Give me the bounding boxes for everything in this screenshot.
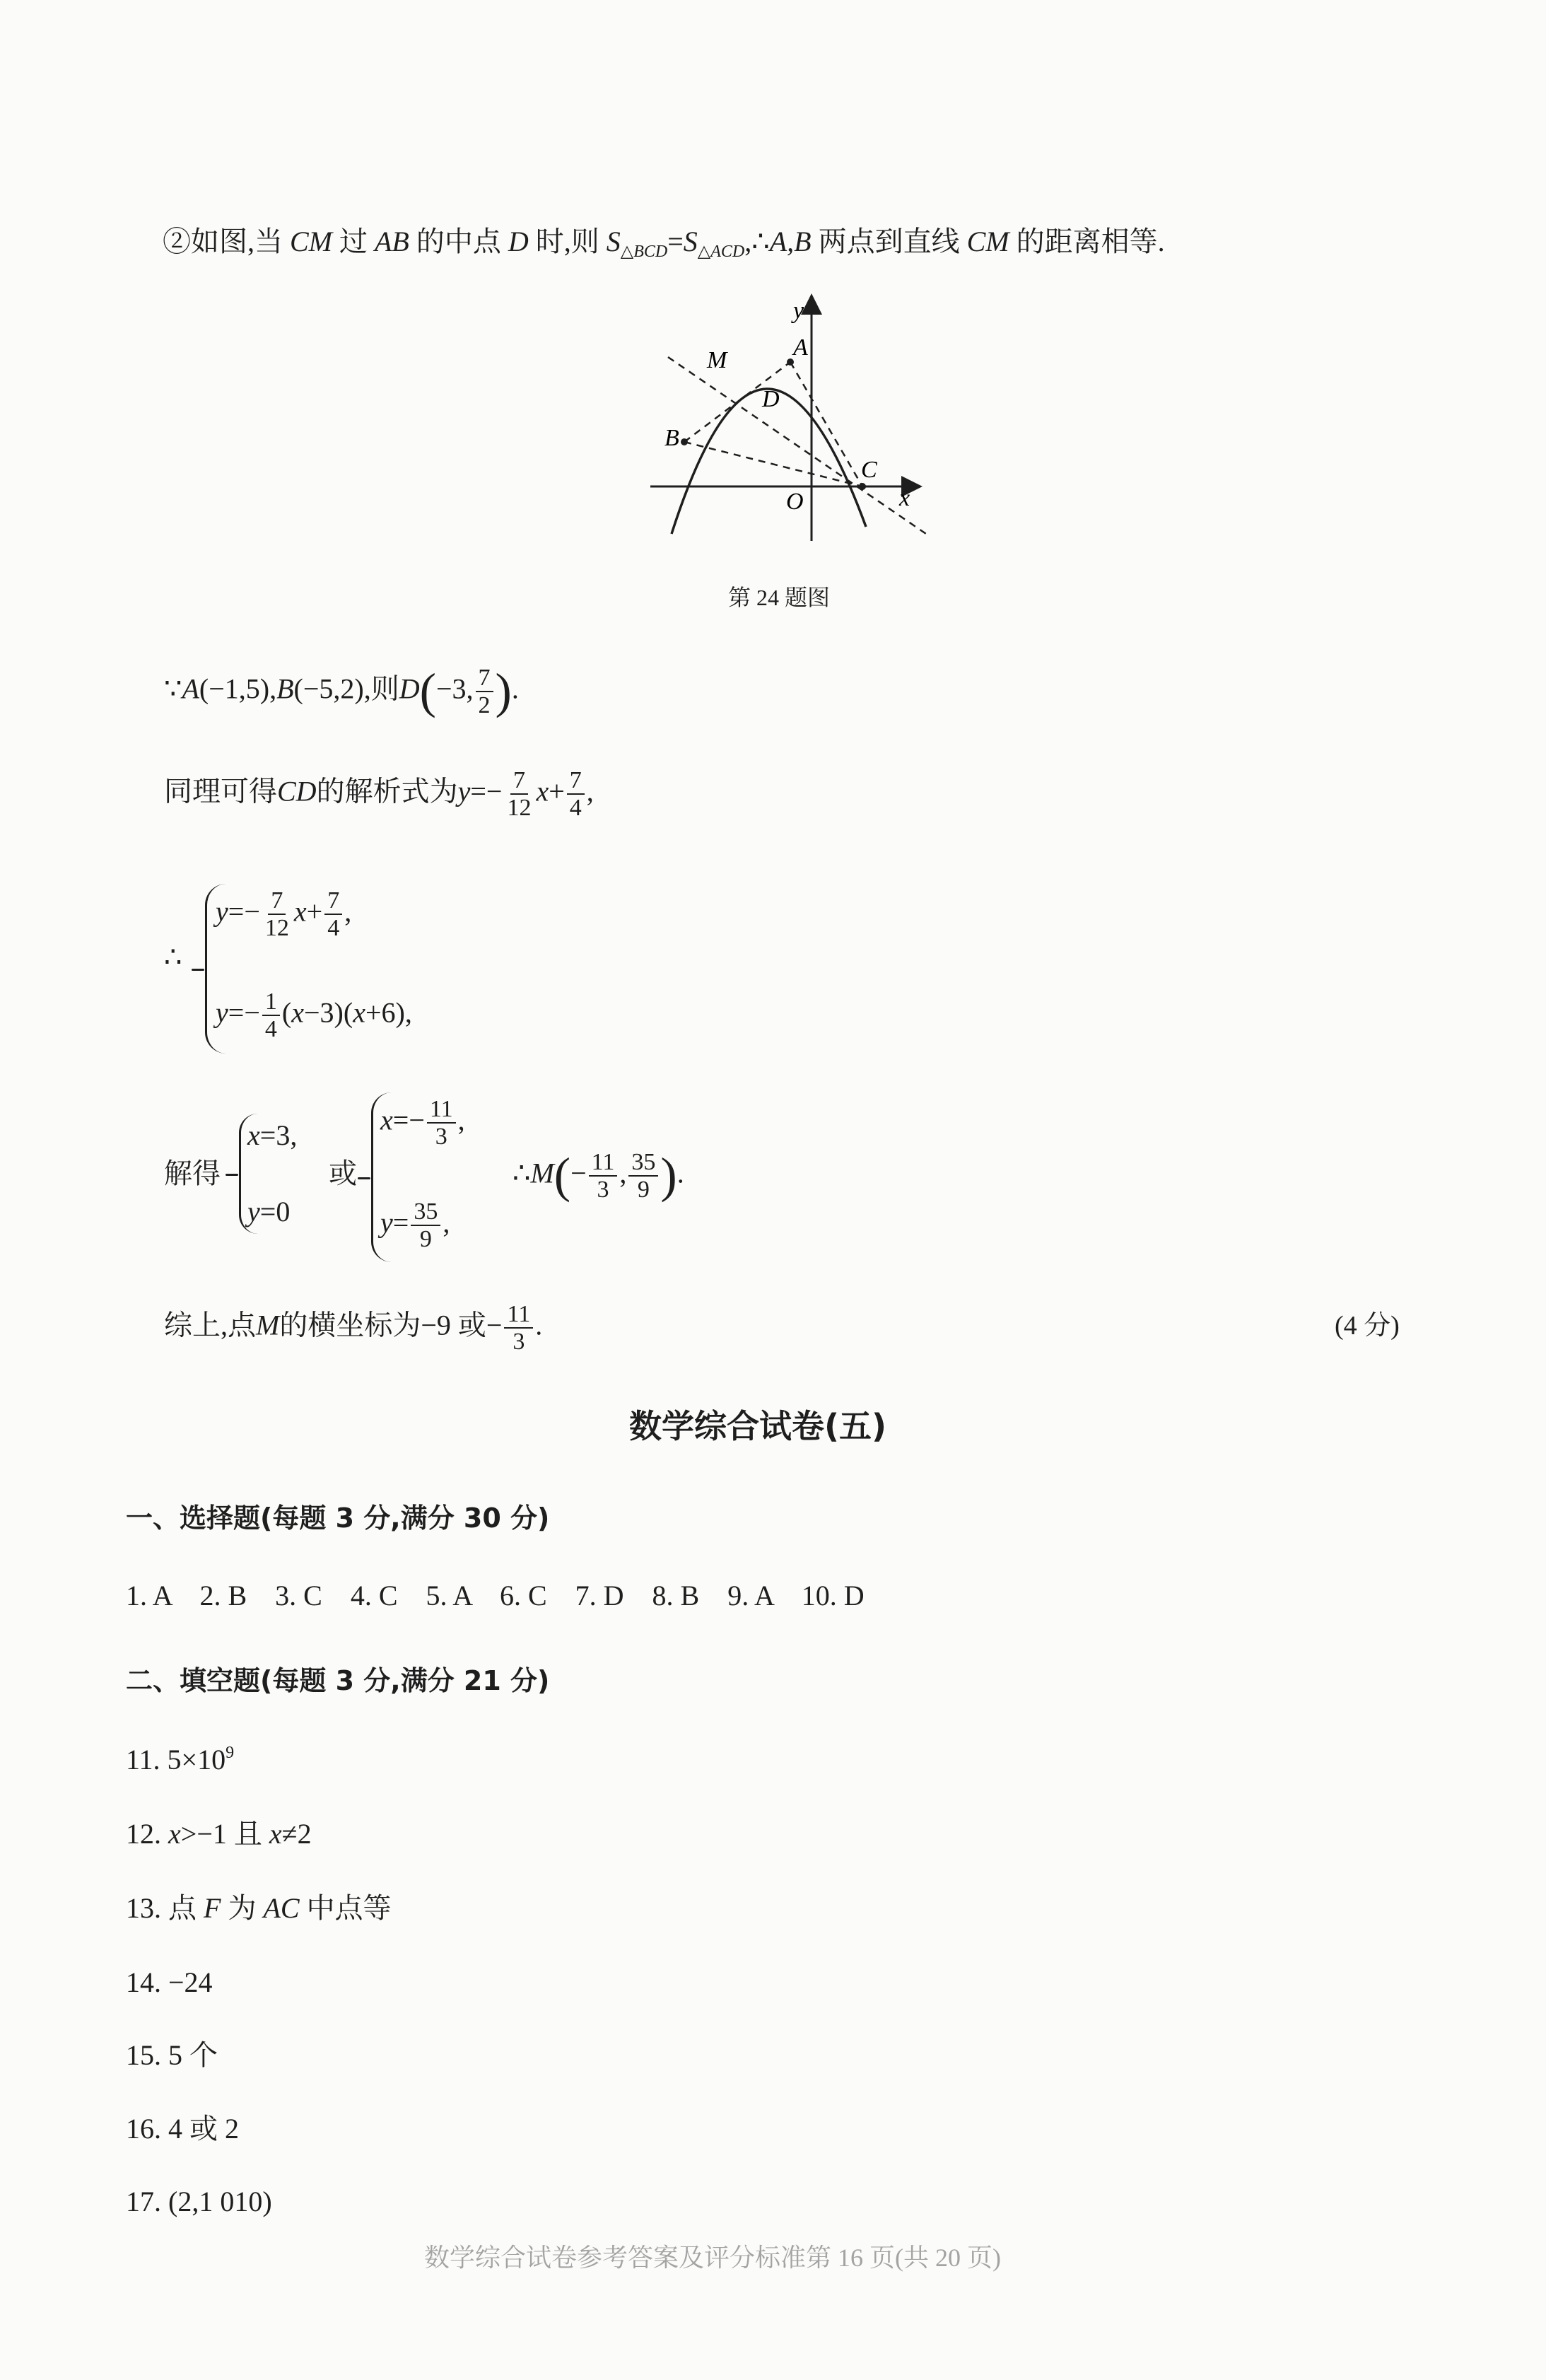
label-a: A	[793, 334, 808, 361]
m-label: M	[530, 1157, 554, 1189]
frac-num: 11	[427, 1096, 456, 1124]
cd-y: y	[457, 775, 471, 807]
therefore-symbol-2: ∴	[513, 1157, 531, 1189]
line-ac	[790, 362, 862, 486]
answer-11-exp: 9	[226, 1744, 235, 1762]
s1r2-x2: x	[353, 996, 365, 1029]
point-b-coords: (−5,2),则	[293, 672, 399, 705]
frac-den: 2	[478, 692, 491, 719]
s1-x: x	[247, 1119, 260, 1151]
frac-den: 3	[513, 1329, 525, 1355]
answer-13-end: 中点等	[299, 1892, 392, 1924]
answer-11-base: 11. 5×10	[126, 1744, 226, 1775]
frac-num: 1	[262, 988, 280, 1016]
section-title: 数学综合试卷(五)	[629, 1407, 887, 1445]
answer-15: 15. 5 个	[126, 2039, 218, 2071]
period: .	[511, 672, 519, 705]
summary-line	[164, 1301, 542, 1355]
neg-sign: −	[570, 1157, 587, 1189]
s1r1-plus: +	[306, 895, 323, 928]
intro-text-1: 如图,当	[191, 226, 283, 257]
therefore-symbol-1: ∴	[164, 941, 182, 973]
s1-y: y	[247, 1196, 260, 1227]
frac-num: 7	[510, 767, 528, 795]
frac-1-4	[262, 988, 280, 1043]
cd-plus: +	[549, 775, 565, 807]
frac-den: 9	[637, 1177, 650, 1203]
intro-text-4: 时,则	[535, 226, 599, 257]
s2-y: y	[380, 1206, 393, 1239]
point-d-label: D	[399, 672, 420, 705]
frac-den: 4	[569, 795, 582, 822]
intro-ab2: A,B	[769, 226, 812, 257]
frac-den: 4	[264, 1016, 277, 1043]
s2-x-comma: ,	[457, 1104, 465, 1136]
point-b	[681, 438, 688, 445]
point-b-label: B	[276, 672, 294, 705]
s1r2-y: y	[216, 996, 228, 1029]
paren-right: )	[660, 1148, 677, 1203]
sub-bcd: △BCD	[620, 243, 668, 261]
frac-num: 7	[268, 887, 286, 915]
intro-text-7: 的距离相等.	[1016, 226, 1165, 257]
frac-7-12	[504, 767, 534, 822]
cd-eq: =−	[470, 775, 503, 807]
system1-row2	[216, 988, 412, 1043]
period: .	[535, 1309, 543, 1341]
answer-13-mid: 为	[221, 1892, 264, 1924]
s-acd: S	[683, 226, 698, 257]
intro-text-6: 两点到直线	[818, 226, 960, 257]
intro-cm: CM	[290, 226, 332, 257]
frac-11-3	[427, 1096, 456, 1150]
part1-answers: 1. A 2. B 3. C 4. C 5. A 6. C 7. D 8. B 9. A 10. D	[126, 1580, 865, 1611]
score: (4 分)	[1335, 1311, 1400, 1341]
paren-left: (	[419, 664, 436, 719]
frac-den: 12	[507, 795, 532, 822]
cd-label: CD	[277, 775, 317, 807]
solve-label: 解得	[164, 1157, 221, 1189]
answer-14: 14. −24	[126, 1966, 213, 1998]
label-m: M	[707, 347, 727, 373]
figure-caption: 第 24 题图	[728, 585, 831, 610]
s1-y-val: =0	[259, 1196, 291, 1227]
cd-text-2: 的解析式为	[316, 775, 458, 807]
answer-12-end: ≠2	[281, 1818, 312, 1850]
s1-x-val: =3,	[259, 1119, 298, 1151]
frac-den: 4	[327, 915, 340, 942]
answer-17: 17. (2,1 010)	[126, 2186, 272, 2217]
point-a-coords: (−1,5),	[199, 672, 277, 705]
s2-x: x	[380, 1104, 393, 1136]
sub-acd: △ACD	[697, 243, 745, 261]
s2-y-eq: =	[392, 1206, 409, 1239]
answer-13-pre: 13. 点	[126, 1892, 204, 1924]
intro-cm2: CM	[966, 226, 1009, 257]
answer-12-pre: 12.	[126, 1818, 168, 1850]
footer: 数学综合试卷参考答案及评分标准第 16 页(共 20 页)	[424, 2244, 1001, 2272]
frac-35-9	[628, 1149, 658, 1203]
frac-num: 11	[504, 1301, 533, 1329]
intro-eq: =	[667, 226, 684, 257]
label-c: C	[861, 457, 877, 483]
s1r2-end: +6),	[365, 996, 412, 1029]
solve-s2-row2	[380, 1198, 450, 1253]
frac-num: 35	[411, 1198, 440, 1226]
part2-heading: 二、填空题(每题 3 分,满分 21 分)	[126, 1665, 550, 1696]
frac-den: 12	[264, 915, 289, 942]
answer-16: 16. 4 或 2	[126, 2113, 239, 2145]
solve-s2-row1	[380, 1096, 465, 1150]
s1r1-y: y	[216, 895, 228, 928]
frac-den: 9	[419, 1226, 432, 1253]
frac-num: 7	[567, 767, 585, 795]
answer-13-ac: AC	[263, 1892, 300, 1924]
label-y: y	[793, 298, 804, 324]
solve-result	[513, 1149, 684, 1203]
intro-text-2: 过	[339, 226, 368, 257]
comma: ,	[619, 1157, 627, 1189]
summary-m: M	[256, 1309, 280, 1341]
intro-line	[163, 225, 1165, 262]
period: .	[677, 1157, 684, 1189]
cd-line	[164, 767, 594, 822]
frac-num: 11	[589, 1149, 618, 1177]
s1r2-x1: x	[291, 996, 304, 1029]
part1-heading: 一、选择题(每题 3 分,满分 30 分)	[126, 1503, 550, 1534]
s2-x-eq: =−	[392, 1104, 425, 1136]
s1r2-mid: −3)(	[303, 996, 353, 1029]
intro-ab: AB	[375, 226, 409, 257]
because-symbol: ∵	[164, 672, 182, 705]
label-d: D	[762, 386, 780, 412]
cd-text-1: 同理可得	[164, 775, 277, 807]
intro-text-5: ,∴	[744, 226, 770, 257]
label-o: O	[786, 489, 804, 515]
point-a-label: A	[182, 672, 199, 705]
circle-two: ②	[163, 226, 191, 257]
frac-num: 7	[476, 665, 493, 692]
cd-x: x	[536, 775, 549, 807]
s2-y-comma: ,	[443, 1206, 450, 1239]
frac-7-2	[476, 665, 493, 719]
frac-7-4	[324, 887, 342, 942]
s-bcd: S	[606, 226, 621, 257]
paren-right: )	[495, 664, 512, 719]
frac-11-3	[504, 1301, 533, 1355]
frac-den: 3	[597, 1177, 609, 1203]
paren-left: (	[554, 1148, 571, 1203]
frac-7-12	[262, 887, 292, 942]
frac-num: 7	[324, 887, 342, 915]
frac-11-3	[589, 1149, 618, 1203]
answer-13	[126, 1891, 392, 1925]
answer-12	[126, 1817, 312, 1851]
answer-12-mid: >−1 且	[180, 1818, 269, 1850]
frac-7-4	[567, 767, 585, 822]
summary-text-1: 综上,点	[164, 1309, 256, 1341]
line-bc	[684, 442, 862, 486]
solve-s1-row2	[247, 1195, 290, 1229]
label-b: B	[664, 425, 679, 451]
solve-or: 或	[329, 1157, 357, 1189]
s1r2-paren: (	[281, 996, 292, 1029]
intro-text-3: 的中点	[416, 226, 501, 257]
intro-d: D	[508, 226, 529, 257]
answer-11	[126, 1743, 234, 1777]
label-x: x	[899, 485, 910, 511]
d-x-coord: −3,	[435, 672, 474, 705]
s1r1-x: x	[293, 895, 307, 928]
frac-den: 3	[435, 1124, 447, 1150]
answer-12-x1: x	[168, 1818, 181, 1850]
point-c	[859, 483, 866, 490]
summary-text-2: 的横坐标为−9 或−	[279, 1309, 503, 1341]
solve-s1-row1	[247, 1119, 297, 1153]
frac-num: 35	[628, 1149, 658, 1177]
parabola-figure	[636, 290, 947, 552]
s1r1-eq: =−	[228, 895, 260, 928]
answer-13-f: F	[204, 1892, 221, 1924]
system1-row1	[216, 887, 351, 942]
frac-35-9	[411, 1198, 440, 1253]
coords-line	[164, 665, 519, 719]
s1r1-comma: ,	[344, 895, 352, 928]
answer-12-x2: x	[269, 1818, 282, 1850]
cd-comma: ,	[586, 775, 594, 807]
s1r2-eq: =−	[228, 996, 260, 1029]
